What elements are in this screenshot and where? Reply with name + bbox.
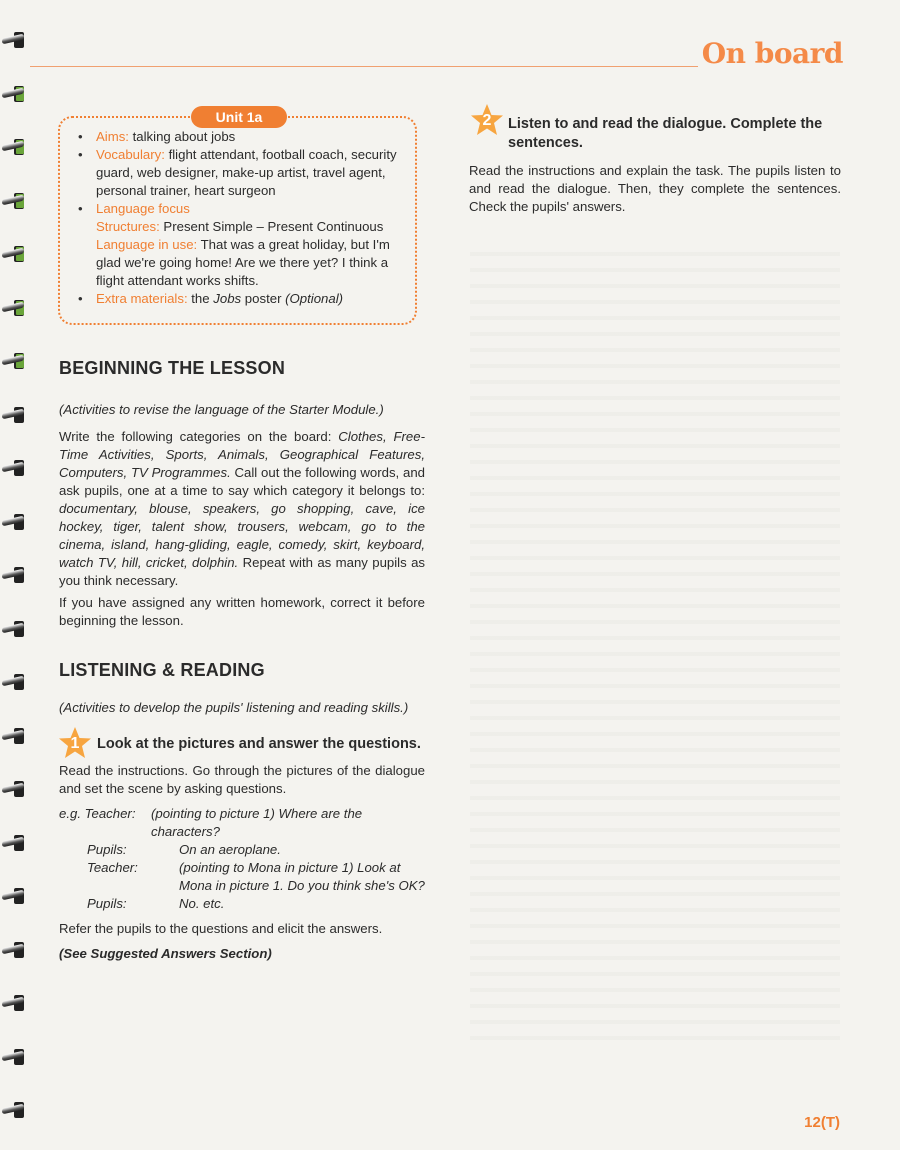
spiral-ring — [0, 833, 24, 853]
dialogue-row — [59, 859, 429, 895]
spiral-ring — [0, 672, 24, 692]
homework-paragraph: If you have assigned any written homework, correct it before beginning the lesson. — [59, 595, 425, 628]
dialogue-line: (pointing to Mona in picture 1) Look at Mona in picture 1. Do you think she's OK? — [179, 860, 425, 893]
suggested-answers-note: (See Suggested Answers Section) — [59, 946, 272, 961]
page-number: 12(T) — [804, 1114, 840, 1131]
spiral-ring — [0, 1047, 24, 1067]
language-in-use-item: Language in use: That was a great holiday, but I'm glad we're going home! Are we there yet? I think a flight attendant works shifts. — [96, 237, 390, 288]
aims-item: • Aims: talking about jobs — [96, 128, 405, 146]
dialogue-speaker: Pupils: — [87, 842, 127, 857]
spiral-ring — [0, 619, 24, 639]
spiral-ring — [0, 779, 24, 799]
refer-paragraph: Refer the pupils to the questions and elicit the answers. — [59, 921, 383, 936]
header-rule — [30, 66, 698, 67]
dialogue-speaker: Pupils: — [87, 896, 127, 911]
task-2-star-icon: 2 — [470, 103, 504, 137]
page-header-title: On board — [701, 37, 843, 70]
example-dialogue — [59, 805, 429, 913]
listening-note: (Activities to develop the pupils' listening and reading skills.) — [59, 700, 409, 715]
spiral-ring — [0, 244, 24, 264]
dialogue-line: (pointing to picture 1) Where are the characters? — [151, 806, 363, 839]
vocabulary-item: • Vocabulary: flight attendant, football coach, security guard, web designer, make-up artist, travel agent, personal trainer, heart surgeon — [96, 146, 405, 200]
beginning-heading: BEGINNING THE LESSON — [59, 358, 286, 378]
spiral-ring — [0, 512, 24, 532]
unit-badge: Unit 1a — [191, 106, 287, 128]
spiral-ring — [0, 351, 24, 371]
spiral-ring — [0, 940, 24, 960]
extra-materials-item: • Extra materials: the Jobs poster (Optional) — [96, 290, 405, 308]
dialogue-row — [59, 895, 429, 913]
faded-bleed-through — [470, 240, 840, 1040]
task-1-paragraph: Read the instructions. Go through the pictures of the dialogue and set the scene by asking questions. — [59, 763, 425, 796]
structures-item: Structures: Present Simple – Present Continuous — [96, 219, 384, 234]
spiral-ring — [0, 191, 24, 211]
dialogue-speaker: Teacher: — [87, 860, 138, 875]
language-focus-item: • Language focus — [96, 200, 405, 218]
dialogue-line: No. etc. — [179, 896, 225, 911]
listening-heading: LISTENING & READING — [59, 660, 265, 680]
spiral-ring — [0, 726, 24, 746]
spiral-ring — [0, 458, 24, 478]
spiral-ring — [0, 30, 24, 50]
spiral-ring — [0, 886, 24, 906]
unit-summary-box — [58, 116, 417, 325]
beginning-note: (Activities to revise the language of the Starter Module.) — [59, 402, 384, 417]
spiral-ring — [0, 84, 24, 104]
dialogue-speaker: e.g. Teacher: — [59, 806, 136, 821]
spiral-ring — [0, 298, 24, 318]
task-1-star-icon: 1 — [58, 726, 92, 760]
spiral-binding — [0, 30, 32, 1130]
task-1-title: Look at the pictures and answer the questions. — [97, 736, 421, 752]
dialogue-row — [59, 841, 429, 859]
spiral-ring — [0, 565, 24, 585]
task-2-title: Listen to and read the dialogue. Complete the sentences. — [508, 116, 823, 151]
spiral-ring — [0, 137, 24, 157]
dialogue-line: On an aeroplane. — [179, 842, 281, 857]
spiral-ring — [0, 1100, 24, 1120]
spiral-ring — [0, 405, 24, 425]
task-2-paragraph: Read the instructions and explain the task. The pupils listen to and read the dialogue. Then, they complete the sentences. Check the pupils' answers. — [469, 163, 841, 214]
dialogue-row — [59, 805, 429, 841]
spiral-ring — [0, 993, 24, 1013]
beginning-paragraph: Write the following categories on the board: Clothes, Free-Time Activities, Sports, Animals, Geographical Features, Computers, TV Programmes. Call out the following words, and ask pupils, one at a time to say which category it belongs to: documentary, blouse, speakers, go shopping, cave, ice hockey, tiger, talent show, trousers, webcam, go to the cinema, island, hang-gliding, eagle, comedy, skirt, keyboard, watch TV, hill, cricket, dolphin. Repeat with as many pupils as you think necessary. — [59, 429, 426, 588]
